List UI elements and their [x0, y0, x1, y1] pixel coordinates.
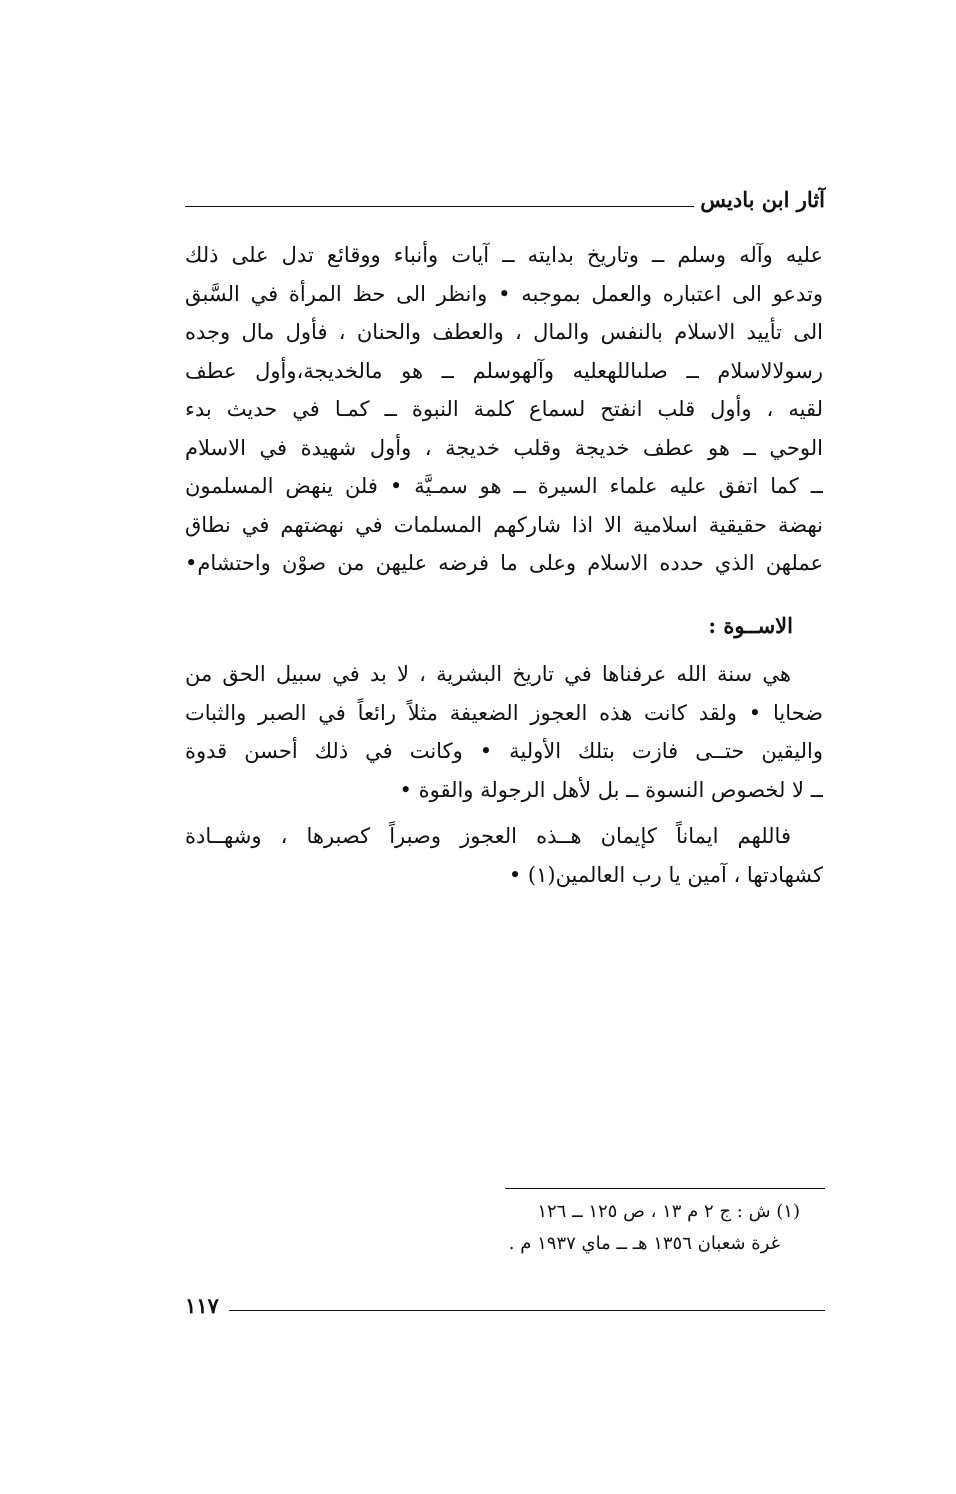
text-line: هي سنة الله عرفناها في تاريخ البشرية ، لا بد في سبيل الحق من: [185, 662, 791, 686]
footer-rule: [229, 1310, 825, 1311]
text-line: وتدعو الى اعتباره والعمل بموجبه • وانظر الى حظ المرأة في السَّبق: [185, 281, 823, 306]
text-line: واليقين حتــى فازت بتلك الأولية • وكانت في ذلك أحسن قدوة: [185, 739, 823, 763]
text-line: عملهن الذي حدده الاسلام وعلى ما فرضه عليهن من صوْن واحتشام•: [185, 551, 823, 575]
text-line: الى تأييد الاسلام بالنفس والمال ، والعطف والحنان ، فأول مال وجده: [185, 320, 823, 344]
body-text: [185, 236, 823, 894]
section-heading: الاســوة :: [708, 612, 793, 638]
paragraph-gap: [185, 809, 823, 817]
text-line: رسولالاسلام ــ صلىاللهعليه وآلهوسلم ــ هو مالخديجة،وأول عطف: [185, 358, 823, 383]
page-header: [185, 176, 825, 210]
footnote-rule: [505, 1188, 825, 1189]
running-title: آثار ابن باديس: [700, 187, 825, 212]
page-footer: [185, 1286, 825, 1316]
text-line: الوحي ــ هو عطف خديجة وقلب خديجة ، وأول شهيدة في الاسلام: [185, 435, 823, 460]
text-line: ــ كما اتفق عليه علماء السيرة ــ هو سمـيَّة • فلن ينهض المسلمون: [185, 474, 823, 498]
footnote-line: غرة شعبان ١٣٥٦ هـ ــ ماي ١٩٣٧ م .: [508, 1233, 780, 1254]
page-number: ١١٧: [185, 1293, 219, 1318]
text-line: عليه وآله وسلم ــ وتاريخ بدايته ــ آيات وأنباء ووقائع تدل على ذلك: [185, 243, 823, 267]
text-line: فاللهم ايماناً كإيمان هــذه العجوز وصبراً كصبرها ، وشهــادة: [185, 824, 791, 848]
text-line: كشهادتها ، آمين يا رب العالمين(١) •: [508, 862, 823, 887]
text-line: نهضة حقيقية اسلامية الا اذا شاركهم المسلمات في نهضتهم في نطاق: [185, 512, 823, 537]
header-rule: [185, 206, 694, 207]
footnote-line: (١) ش : ج ٢ م ١٣ ، ص ١٢٥ ــ ١٢٦: [537, 1201, 800, 1222]
text-line: ــ لا لخصوص النسوة ــ بل لأهل الرجولة والقوة •: [399, 777, 823, 802]
text-line: لقيه ، وأول قلب انفتح لسماع كلمة النبوة ــ كمـا في حديث بدء: [185, 397, 823, 421]
footnote: [300, 1196, 800, 1260]
text-line: ضحايا • ولقد كانت هذه العجوز الضعيفة مثلاً رائعاً في الصبر والثبات: [185, 700, 823, 725]
